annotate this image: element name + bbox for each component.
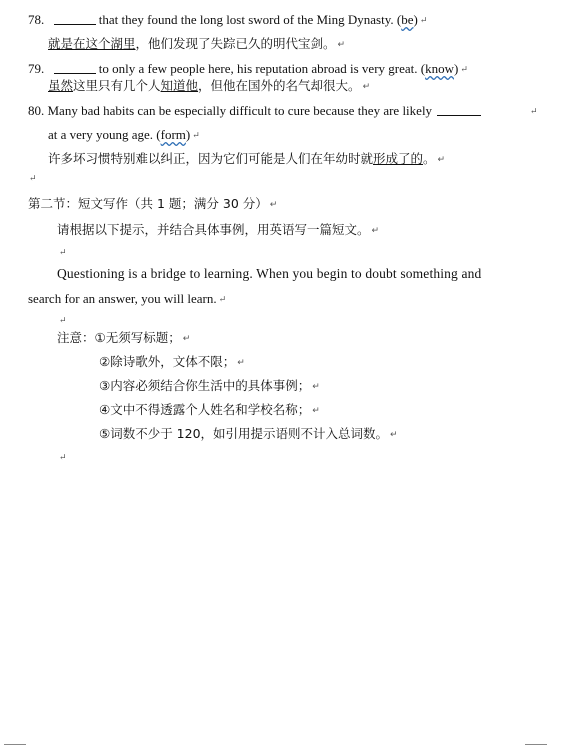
translation-text: ，但他在国外的名气却很大。	[198, 78, 361, 93]
paragraph-mark-icon: ↵	[192, 130, 200, 140]
translation-text: ，他们发现了失踪已久的明代宝剑。	[135, 36, 336, 51]
hint-close: )	[413, 12, 418, 27]
translation-text: 。	[423, 151, 436, 166]
answer-blank[interactable]	[437, 104, 481, 116]
paragraph-mark-icon: ↵	[312, 382, 320, 392]
hint-close: )	[185, 127, 191, 142]
paragraph-mark-icon: ↵	[460, 64, 468, 74]
question-number: 79.	[28, 61, 45, 76]
instruction-line	[57, 222, 379, 239]
question-80-translation	[48, 151, 445, 168]
prompt-text: search for an answer, you will learn.	[28, 291, 217, 306]
translation-text: 许多坏习惯特别难以纠正，因为它们可能是人们在年幼时就	[48, 151, 374, 166]
instruction-text: 请根据以下提示，并结合具体事例，用英语写一篇短文。	[57, 222, 370, 237]
paragraph-mark-icon: ↵	[337, 40, 346, 50]
notes-line-5	[99, 426, 398, 443]
prompt-text: Questioning is a bridge to learning. When you begin to doubt something and	[57, 266, 482, 281]
note-item: ⑤词数不少于 120，如引用提示语则不计入总词数。	[99, 426, 389, 441]
page-corner-mark	[525, 744, 547, 755]
paragraph-mark-icon: ↵	[312, 406, 320, 416]
hint-word: be	[401, 12, 414, 27]
note-item: ③内容必须结合你生活中的具体事例；	[99, 378, 311, 393]
note-item: ①无须写标题；	[94, 330, 181, 345]
notes-line-2	[99, 354, 245, 371]
hint-word: know	[425, 61, 454, 76]
note-item: ④文中不得透露个人姓名和学校名称；	[99, 402, 311, 417]
paragraph-mark-icon: ↵	[390, 430, 398, 440]
prompt-line-2	[28, 291, 226, 307]
page-corner-mark	[4, 744, 26, 755]
notes-line-3	[99, 378, 320, 395]
paragraph-mark-icon: ↵	[182, 334, 191, 344]
question-text: Many bad habits can be especially difficult to cure because they are likely	[47, 103, 436, 118]
paragraph-mark-icon: ↵	[59, 452, 67, 462]
notes-line-4	[99, 402, 320, 419]
question-text: at a very young age. (	[48, 127, 161, 142]
question-number: 78.	[28, 12, 45, 27]
notes-line-1	[57, 330, 190, 347]
answer-blank[interactable]	[54, 62, 96, 74]
paragraph-mark-icon: ↵	[419, 15, 428, 25]
prompt-line-1	[57, 266, 481, 282]
question-text: to only a few people here, his reputation abroad is very great. (	[98, 61, 426, 76]
paragraph-mark-icon: ↵	[362, 82, 371, 92]
question-79-line	[28, 61, 468, 77]
section-title	[28, 196, 277, 213]
hint-close: )	[453, 61, 459, 76]
paragraph-mark-icon: ↵	[269, 200, 278, 210]
paragraph-mark-icon: ↵	[218, 294, 227, 304]
question-78-line	[28, 12, 427, 28]
underlined-phrase: 虽然	[48, 78, 74, 93]
paragraph-mark-icon: ↵	[59, 247, 67, 257]
paragraph-mark-icon: ↵	[437, 155, 446, 165]
notes-label: 注意：	[57, 330, 95, 345]
section-title-text: 第二节：短文写作（共 1 题；满分 30 分）	[28, 196, 268, 211]
answer-blank[interactable]	[54, 13, 96, 25]
question-80-line	[28, 103, 481, 119]
hint-word: form	[160, 127, 186, 142]
translation-text: 这里只有几个人	[73, 78, 161, 93]
question-79-translation	[48, 78, 370, 95]
question-80-line-2	[48, 127, 200, 143]
question-78-translation	[48, 36, 345, 53]
paragraph-mark-icon: ↵	[59, 315, 67, 325]
paragraph-mark-icon: ↵	[530, 106, 538, 116]
paragraph-mark-icon: ↵	[237, 358, 245, 368]
underlined-phrase: 知道他	[160, 78, 199, 93]
note-item: ②除诗歌外，文体不限；	[99, 354, 236, 369]
underlined-phrase: 形成了的	[373, 151, 424, 166]
paragraph-mark-icon: ↵	[371, 226, 380, 236]
question-number: 80.	[28, 103, 45, 118]
paragraph-mark-icon: ↵	[29, 173, 37, 183]
question-text: that they found the long lost sword of the Ming Dynasty. (	[98, 12, 402, 27]
underlined-phrase: 就是在这个湖里	[48, 36, 136, 51]
